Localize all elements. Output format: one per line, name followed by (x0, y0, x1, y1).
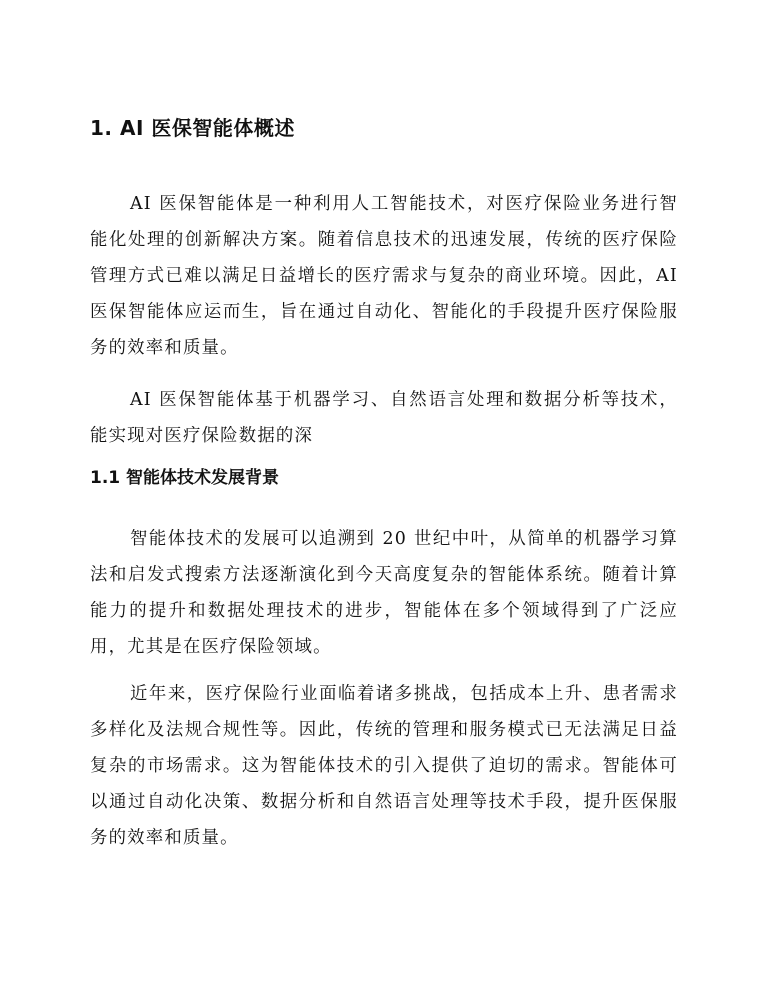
section-paragraph-1: AI 医保智能体是一种利用人工智能技术，对医疗保险业务进行智能化处理的创新解决方案。随着信息技术的迅速发展，传统的医疗保险管理方式已难以满足日益增长的医疗需求与复杂的商业环境。因此，AI 医保智能体应运而生，旨在通过自动化、智能化的手段提升医疗保险服务的效率和质量。 (90, 194, 678, 358)
section-heading: 1. AI 医保智能体概述 (90, 116, 295, 140)
subsection-paragraph-1: 智能体技术的发展可以追溯到 20 世纪中叶，从简单的机器学习算法和启发式搜索方法逐渐演化到今天高度复杂的智能体系统。随着计算能力的提升和数据处理技术的进步，智能体在多个领域得到了广泛应用，尤其是在医疗保险领域。 (90, 529, 678, 657)
subsection-heading: 1.1 智能体技术发展背景 (90, 468, 280, 488)
section-paragraph-2: AI 医保智能体基于机器学习、自然语言处理和数据分析等技术，能实现对医疗保险数据的深 (90, 390, 678, 447)
subsection-paragraph-2: 近年来，医疗保险行业面临着诸多挑战，包括成本上升、患者需求多样化及法规合规性等。因此，传统的管理和服务模式已无法满足日益复杂的市场需求。这为智能体技术的引入提供了迫切的需求。智能体可以通过自动化决策、数据分析和自然语言处理等技术手段，提升医保服务的效率和质量。 (90, 684, 678, 848)
